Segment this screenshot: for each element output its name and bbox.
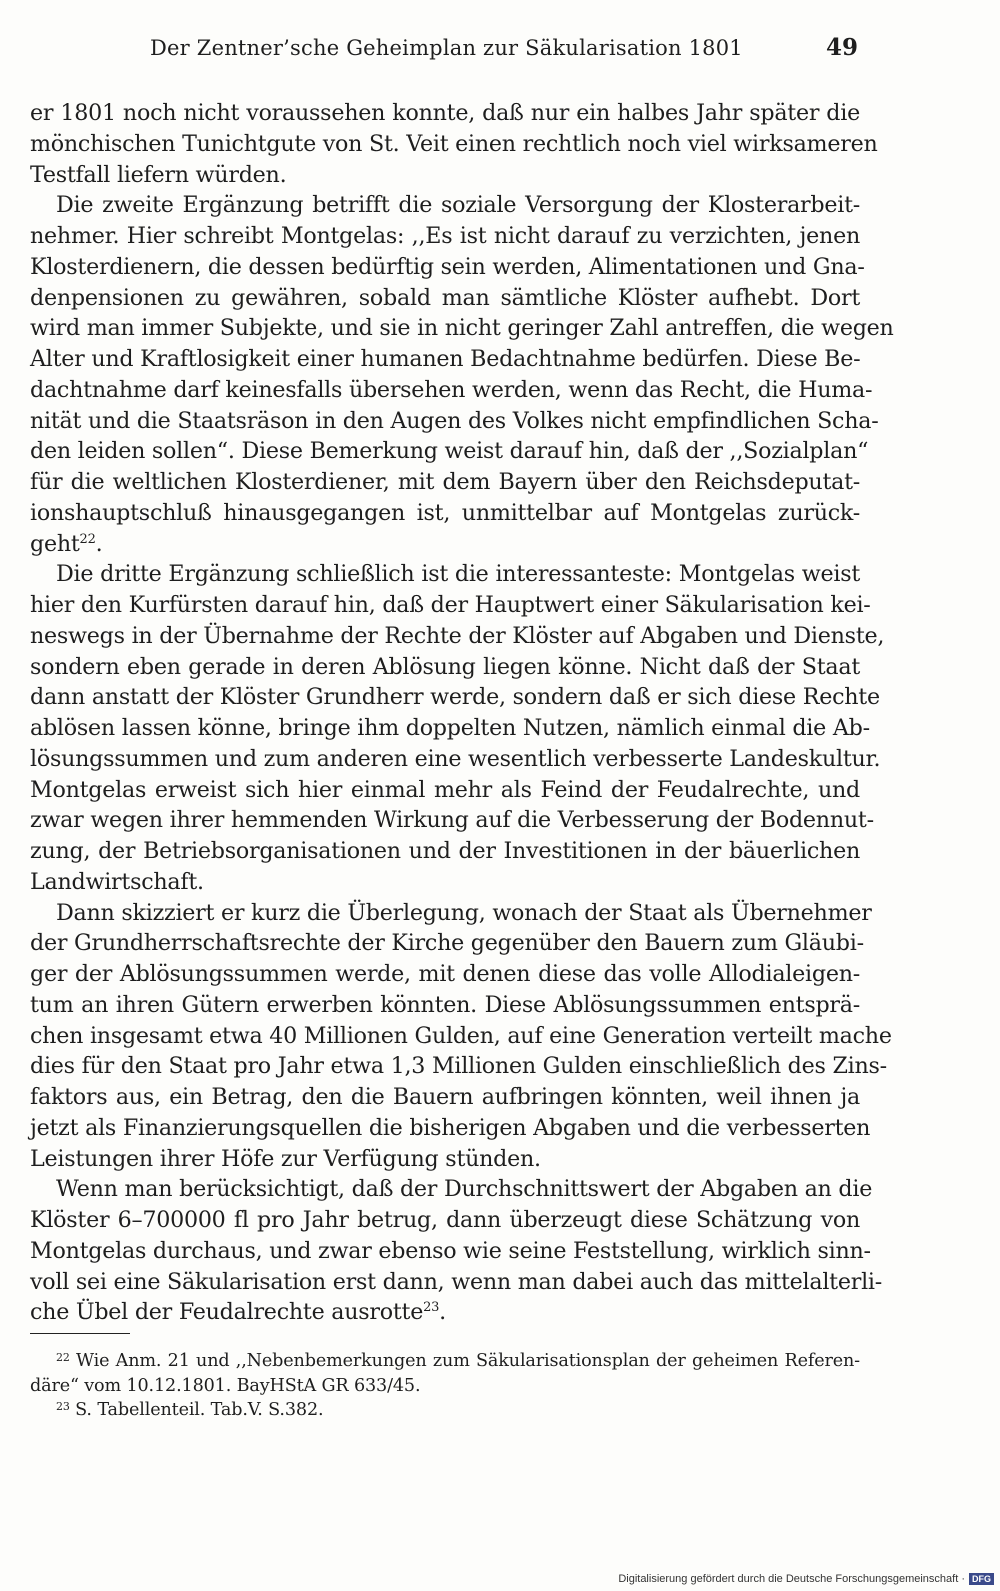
- footnote-ref-22[interactable]: 22: [79, 531, 96, 547]
- text-line: [30, 1297, 860, 1328]
- text-line: er 1801 noch nicht voraussehen konnte, daß nur ein halbes Jahr später die: [30, 100, 860, 126]
- footnote-22: [30, 1349, 860, 1374]
- footnote-23: [30, 1398, 860, 1423]
- dfg-logo-icon[interactable]: DFG: [969, 1573, 994, 1585]
- text-fragment: geht: [30, 530, 80, 557]
- text-line: dies für den Staat pro Jahr etwa 1,3 Millionen Gulden einschließlich des Zins-: [30, 1053, 887, 1080]
- text-line: Wenn man berücksichtigt, daß der Durchschnittswert der Abgaben an die: [56, 1176, 873, 1203]
- text-line: mönchischen Tunichtgute von St. Veit einen rechtlich noch viel wirksameren: [30, 130, 878, 157]
- text-line: nehmer. Hier schreibt Montgelas: ,,Es ist nicht darauf zu verzichten, jenen: [30, 223, 860, 249]
- text-line: tum an ihren Gütern erwerben könnten. Diese Ablösungssummen entsprä-: [30, 991, 860, 1018]
- footnote-number: 23: [56, 1400, 70, 1413]
- credit-text: Digitalisierung gefördert durch die Deutsche Forschungsgemeinschaft ·: [618, 1573, 965, 1585]
- text-line: denpensionen zu gewähren, sobald man sämtliche Klöster aufhebt. Dort: [30, 284, 860, 311]
- text-line: Klöster 6–700000 fl pro Jahr betrug, dann überzeugt diese Schätzung von: [30, 1207, 860, 1233]
- sentence-period: .: [95, 530, 103, 557]
- footnote-22-continuation: däre“ vom 10.12.1801. BayHStA GR 633/45.: [30, 1375, 421, 1396]
- text-line: ionshauptschluß hinausgegangen ist, unmittelbar auf Montgelas zurück-: [30, 499, 860, 526]
- text-line: lösungssummen und zum anderen eine wesentlich verbesserte Landeskultur.: [30, 745, 881, 772]
- text-line: Leistungen ihrer Höfe zur Verfügung stünden.: [30, 1145, 541, 1172]
- text-line: Die dritte Ergänzung schließlich ist die interessanteste: Montgelas weist: [56, 561, 860, 588]
- text-line: ger der Ablösungssummen werde, mit denen diese das volle Allodialeigen-: [30, 961, 860, 987]
- text-line: Montgelas erweist sich hier einmal mehr als Feind der Feudalrechte, und: [30, 776, 860, 803]
- text-line: nität und die Staatsräson in den Augen des Volkes nicht empfindlichen Scha-: [30, 407, 879, 434]
- text-line: sondern eben gerade in deren Ablösung liegen könne. Nicht daß der Staat: [30, 653, 860, 680]
- page-number: 49: [826, 34, 859, 61]
- text-line: zwar wegen ihrer hemmenden Wirkung auf die Verbesserung der Bodennut-: [30, 807, 874, 834]
- text-line: ablösen lassen könne, bringe ihm doppelten Nutzen, nämlich einmal die Ab-: [30, 715, 870, 741]
- text-line: Die zweite Ergänzung betrifft die soziale Versorgung der Klosterarbeit-: [56, 192, 860, 219]
- text-line: hier den Kurfürsten darauf hin, daß der Hauptwert einer Säkularisation kei-: [30, 592, 871, 618]
- text-line: zung, der Betriebsorganisationen und der Investitionen in der bäuerlichen: [30, 838, 860, 864]
- text-line: Dann skizziert er kurz die Überlegung, wonach der Staat als Übernehmer: [56, 899, 872, 926]
- text-line: jetzt als Finanzierungsquellen die bisherigen Abgaben und die verbesserten: [30, 1114, 871, 1141]
- sentence-period: .: [439, 1299, 446, 1326]
- running-title: Der Zentner’sche Geheimplan zur Säkularisation 1801: [150, 36, 743, 60]
- text-line: neswegs in der Übernahme der Rechte der Klöster auf Abgaben und Dienste,: [30, 622, 885, 649]
- footnote-text: S. Tabellenteil. Tab.V. S.382.: [75, 1400, 324, 1420]
- text-line: Klosterdienern, die dessen bedürftig sein werden, Alimentationen und Gna-: [30, 253, 865, 280]
- text-fragment: che Übel der Feudalrechte ausrotte: [30, 1299, 424, 1326]
- text-line: für die weltlichen Klosterdiener, mit dem Bayern über den Reichsdeputat-: [30, 469, 860, 495]
- text-line: Alter und Kraftlosigkeit einer humanen Bedachtnahme bedürfen. Diese Be-: [30, 346, 861, 372]
- body-text: [30, 98, 894, 1328]
- text-line: Testfall liefern würden.: [30, 161, 287, 188]
- text-line: Montgelas durchaus, und zwar ebenso wie seine Feststellung, wirklich sinn-: [30, 1237, 871, 1264]
- text-line: wird man immer Subjekte, und sie in nicht geringer Zahl antreffen, die wegen: [30, 315, 894, 342]
- text-line: dachtnahme darf keinesfalls übersehen werden, wenn das Recht, die Huma-: [30, 376, 873, 403]
- footnotes: [30, 1349, 860, 1423]
- text-line: Landwirtschaft.: [30, 868, 204, 895]
- text-line: der Grundherrschaftsrechte der Kirche gegenüber den Bauern zum Gläubi-: [30, 930, 864, 957]
- text-line: den leiden sollen“. Diese Bemerkung weist darauf hin, daß der ,,Sozialplan“: [30, 438, 869, 465]
- text-line: voll sei eine Säkularisation erst dann, wenn man dabei auch das mittelalterli-: [30, 1268, 883, 1295]
- footnote-ref-23[interactable]: 23: [423, 1300, 440, 1316]
- text-line: dann anstatt der Klöster Grundherr werde, sondern daß er sich diese Rechte: [30, 684, 880, 711]
- footnote-divider: [30, 1333, 130, 1334]
- footnote-number: 22: [56, 1351, 70, 1364]
- text-line: [30, 529, 860, 560]
- text-line: chen insgesamt etwa 40 Millionen Gulden, auf eine Generation verteilt mache: [30, 1022, 892, 1049]
- footnote-text: Wie Anm. 21 und ,,Nebenbemerkungen zum Säkularisationsplan der geheimen Referen-: [76, 1351, 860, 1371]
- digitization-credit: [618, 1573, 994, 1585]
- text-line: faktors aus, ein Betrag, den die Bauern aufbringen könnten, weil ihnen ja: [30, 1084, 860, 1110]
